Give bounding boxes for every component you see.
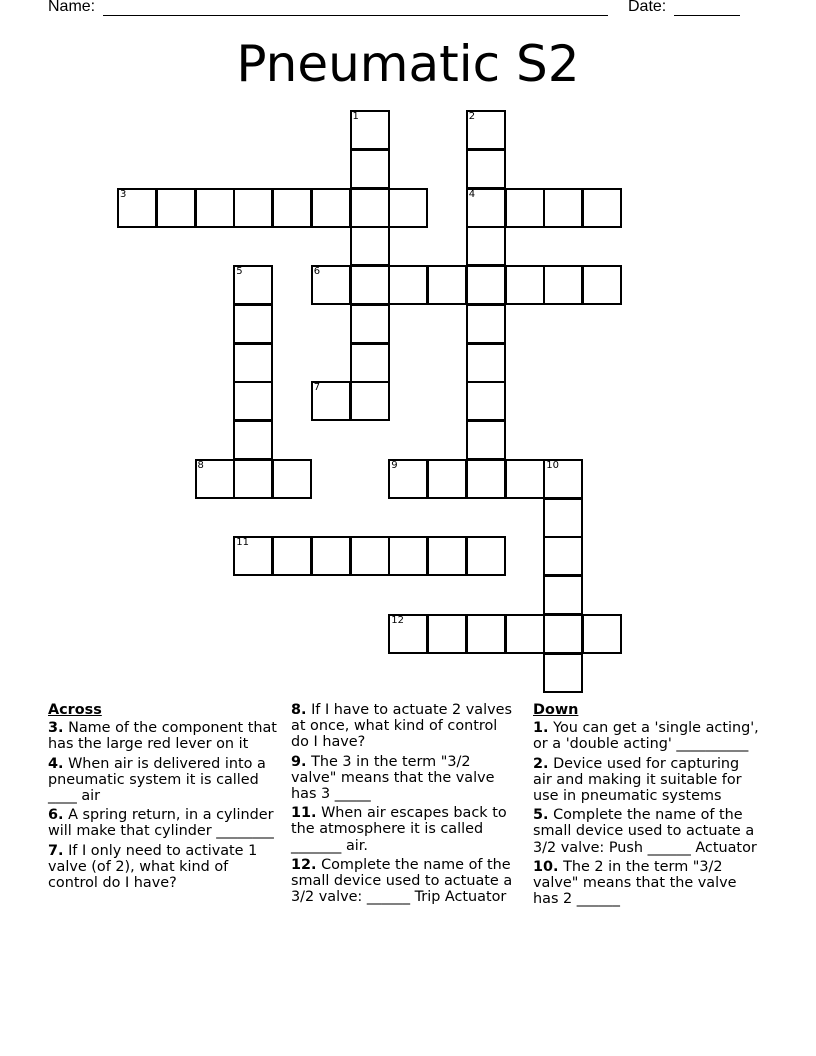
cell-number: 3 (120, 188, 127, 200)
clue-column-2 (291, 702, 519, 908)
clue-across-6: 6. A spring return, in a cylinder will make that cylinder ________ (48, 807, 274, 840)
clue-down-10: 10. The 2 in the term "3/2 valve" means that the valve has 2 ______ (533, 858, 737, 908)
grid-cell[interactable] (195, 188, 235, 228)
grid-cell[interactable] (388, 265, 428, 305)
grid-cell[interactable] (543, 498, 583, 538)
grid-cell[interactable] (582, 614, 622, 654)
grid-cell[interactable] (156, 188, 196, 228)
grid-cell[interactable] (233, 188, 273, 228)
cell-number: 5 (236, 266, 243, 277)
clue-across-11: 11. When air escapes back to the atmosphere it is called _______ air. (291, 805, 507, 854)
clue-column-3 (533, 702, 759, 910)
grid-cell[interactable] (505, 265, 545, 305)
grid-cell[interactable] (233, 536, 273, 576)
grid-cell[interactable] (543, 265, 583, 305)
clue-across-7: 7. If I only need to activate 1 valve (of 2), what kind of control do I have? (48, 842, 258, 892)
grid-cell[interactable] (466, 110, 506, 150)
grid-cell[interactable] (233, 343, 273, 383)
grid-cell[interactable] (466, 420, 506, 460)
grid-cell[interactable] (388, 188, 428, 228)
grid-cell[interactable] (311, 188, 351, 228)
grid-cell[interactable] (272, 188, 312, 228)
grid-cell[interactable] (466, 381, 506, 421)
clue-across-3: 3. Name of the component that has the large red lever on it (48, 720, 277, 753)
grid-cell[interactable] (543, 653, 583, 693)
grid-cell[interactable] (350, 536, 390, 576)
cell-number: 9 (391, 459, 398, 471)
grid-cell[interactable] (272, 536, 312, 576)
date-label: Date: (628, 0, 667, 15)
grid-cell[interactable] (505, 459, 545, 499)
grid-cell[interactable] (117, 188, 157, 228)
grid-cell[interactable] (466, 304, 506, 344)
grid-cell[interactable] (543, 575, 583, 615)
grid-cell[interactable] (233, 420, 273, 460)
down-heading: Down (533, 702, 579, 718)
cell-number: 11 (236, 537, 249, 549)
clue-across-12: 12. Complete the name of the small device used to actuate a 3/2 valve: ______ Trip Actuator (291, 856, 513, 906)
grid-cell[interactable] (311, 381, 351, 421)
grid-cell[interactable] (466, 265, 506, 305)
grid-cell[interactable] (311, 265, 351, 305)
cell-number: 7 (313, 382, 321, 394)
grid-cell[interactable] (388, 536, 428, 576)
grid-cell[interactable] (543, 614, 583, 654)
cell-number: 12 (391, 614, 404, 626)
grid-cell[interactable] (543, 188, 583, 228)
clue-down-2: 2. Device used for capturing air and making it suitable for use in pneumatic systems (533, 755, 742, 805)
grid-cell[interactable] (233, 265, 273, 305)
grid-cell[interactable] (466, 149, 506, 189)
grid-cell[interactable] (233, 459, 273, 499)
grid-cell[interactable] (466, 459, 506, 499)
grid-cell[interactable] (195, 459, 235, 499)
grid-cell[interactable] (466, 343, 506, 383)
cell-number: 1 (352, 111, 359, 122)
grid-cell[interactable] (582, 188, 622, 228)
grid-cell[interactable] (350, 265, 390, 305)
grid-cell[interactable] (350, 226, 390, 266)
grid-cell[interactable] (388, 614, 428, 654)
grid-cell[interactable] (350, 304, 390, 344)
cell-number: 8 (197, 459, 204, 471)
page-title: Pneumatic S2 (236, 35, 580, 93)
grid-cell[interactable] (466, 614, 506, 654)
across-heading: Across (48, 702, 102, 718)
clue-across-9: 9. The 3 in the term "3/2 valve" means that the valve has 3 _____ (291, 753, 495, 803)
grid-cell[interactable] (582, 265, 622, 305)
clue-down-5: 5. Complete the name of the small device used to actuate a 3/2 valve: Push ______ Actuator (533, 807, 757, 856)
clue-across-8: 8. If I have to actuate 2 valves at once, what kind of control do I have? (291, 702, 512, 751)
grid-cell[interactable] (233, 304, 273, 344)
grid-cell[interactable] (466, 188, 506, 228)
grid-cell[interactable] (350, 381, 390, 421)
grid-cell[interactable] (505, 614, 545, 654)
grid-cell[interactable] (350, 149, 390, 189)
grid-cell[interactable] (350, 110, 390, 150)
name-label: Name: (48, 0, 96, 15)
grid-cell[interactable] (233, 381, 273, 421)
grid-cell[interactable] (427, 459, 467, 499)
grid-cell[interactable] (272, 459, 312, 499)
grid-cell[interactable] (427, 536, 467, 576)
grid-cell[interactable] (350, 343, 390, 383)
cell-number: 2 (468, 111, 476, 122)
grid-cell[interactable] (466, 226, 506, 266)
cell-number: 10 (546, 459, 559, 471)
cell-number: 4 (468, 188, 476, 200)
grid-cell[interactable] (311, 536, 351, 576)
grid-cell[interactable] (350, 188, 390, 228)
grid-cell[interactable] (466, 536, 506, 576)
grid-cell[interactable] (543, 459, 583, 499)
grid-cell[interactable] (543, 536, 583, 576)
clue-column-1 (48, 702, 282, 894)
grid-cell[interactable] (388, 459, 428, 499)
cell-number: 6 (313, 266, 321, 277)
clue-down-1: 1. You can get a 'single acting', or a 'double acting' __________ (533, 720, 759, 753)
grid-cell[interactable] (427, 614, 467, 654)
clue-across-4: 4. When air is delivered into a pneumatic system it is called ____ air (48, 755, 266, 805)
grid-cell[interactable] (427, 265, 467, 305)
grid-cell[interactable] (505, 188, 545, 228)
